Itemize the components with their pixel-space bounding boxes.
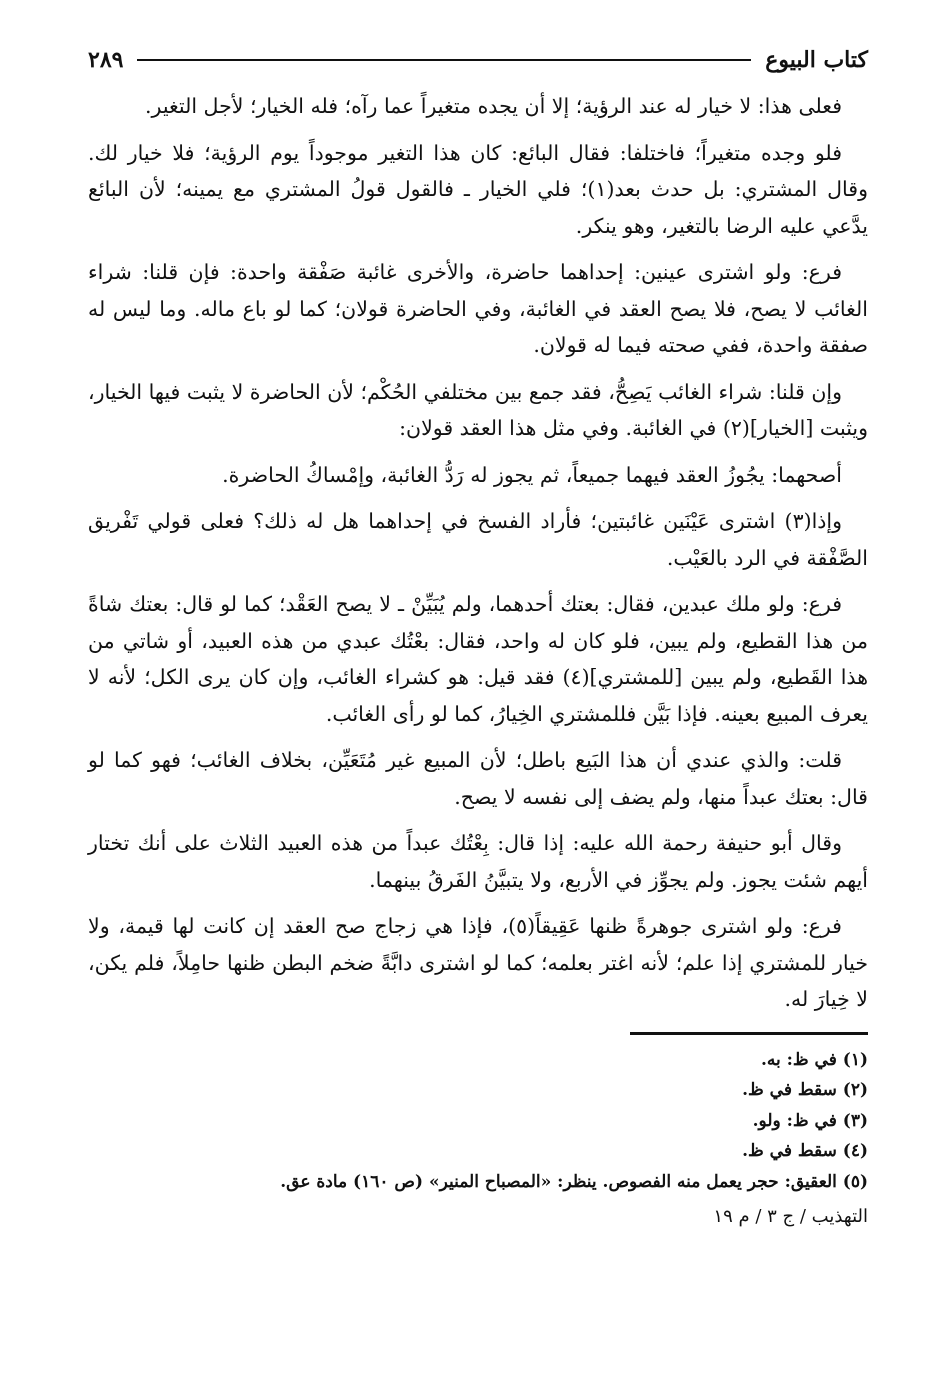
paragraph: وإذا(٣) اشترى عَيْنَين غائبتين؛ فأراد الفسخ في إحداهما هل له ذلك؟ فعلى قولي تَفْريق الصَّفْقة في الرد بالعَيْب. — [88, 509, 868, 570]
footnote: (٥) العقيق: حجر يعمل منه الفصوص. ينظر: «المصباح المنير» (ص ١٦٠) مادة عق. — [280, 1171, 868, 1192]
footnote-divider — [630, 1032, 868, 1035]
main-text — [88, 88, 868, 1018]
footnote: (٣) في ظ: ولو. — [752, 1110, 868, 1131]
paragraph: فرع: ولو ملك عبدين، فقال: بعتك أحدهما، ولم يُبَيِّنْ ـ لا يصح العَقْد؛ كما لو قال: بعتك شاةً من هذا القطيع، ولم يبين، فلو كان له واحد، فقال: بعْتُك عبدي من هذه العبيد، أو شاتي من هذا القَطيع، ولم يبين [للمشتري](٤) فقد قيل: هو كشراء الغائب، وإن كان يرى الكل؛ لأنه لا يعرف المبيع بعينه. فإذا بَيَّن فللمشتري الخِيارُ، كما لو رأى الغائب. — [88, 592, 868, 726]
book-title: كتاب البيوع — [765, 47, 868, 73]
page — [88, 40, 868, 1231]
paragraph: أصحهما: يجُوزُ العقد فيهما جميعاً، ثم يجوز له رَدُّ الغائبة، وإمْساكُ الحاضرة. — [222, 462, 842, 487]
footnotes — [88, 1045, 868, 1198]
header-rule — [137, 59, 751, 61]
footnote: (٢) سقط في ظ. — [742, 1080, 868, 1100]
paragraph: قلت: والذي عندي أن هذا البَيع باطل؛ لأن المبيع غير مُتَعَيِّن، بخلاف الغائب؛ فهو كما لو قال: بعتك عبداً منها، ولم يضف إلى نفسه لا يصح. — [88, 748, 868, 809]
paragraph: وإن قلنا: شراء الغائب يَصِحُّ، فقد جمع بين مختلفي الحُكْم؛ لأن الحاضرة لا يثبت فيها الخيار، ويثبت [الخيار](٢) في الغائبة. وفي مثل هذا العقد قولان: — [88, 379, 868, 440]
paragraph: فلو وجده متغيراً؛ فاختلفا: فقال البائع: كان هذا التغير موجوداً يوم الرؤية؛ فلا خيار لك. وقال المشتري: بل حدث بعد(١)؛ فلي الخيار ـ فالقول قولُ المشتري مع يمينه؛ لأن البائع يدَّعي عليه الرضا بالتغير، وهو ينكر. — [88, 140, 868, 238]
paragraph: فرع: ولو اشترى جوهرةً ظنها عَقِيقاً(٥)، فإذا هي زجاج صح العقد إن كانت لها قيمة، ولا خيار للمشتري إذا علم؛ لأنه اغتر بعلمه؛ كما لو اشترى دابَّةً ضخم البطن ظنها حامِلاً، فلم يكن، لا خِيارَ له. — [88, 914, 868, 1011]
footnote: (٤) سقط في ظ. — [742, 1141, 868, 1161]
paragraph: فعلى هذا: لا خيار له عند الرؤية؛ إلا أن يجده متغيراً عما رآه؛ فله الخيار؛ لأجل التغير. — [145, 94, 842, 118]
page-number: ٢٨٩ — [88, 47, 124, 73]
running-header — [88, 40, 868, 80]
paragraph: وقال أبو حنيفة رحمة الله عليه: إذا قال: بِعْتُك عبداً من هذه العبيد الثلاث على أنك تختار أيهم شئت يجوز. ولم يجوِّز في الأربع، ولا يتبيَّنُ الفَرقُ بينهما. — [88, 831, 868, 892]
paragraph: فرع: ولو اشترى عينين: إحداهما حاضرة، والأخرى غائبة صَفْقة واحدة: فإن قلنا: شراء الغائب لا يصح، فلا يصح العقد في الغائبة، وفي الحاضرة قولان؛ كما لو باع ماله. وما ليس له صفقة واحدة، ففي صحته فيما له قولان. — [88, 260, 868, 357]
signature-line: التهذيب / ج ٣ / م ١٩ — [713, 1206, 868, 1227]
footnote: (١) في ظ: به. — [760, 1049, 868, 1070]
